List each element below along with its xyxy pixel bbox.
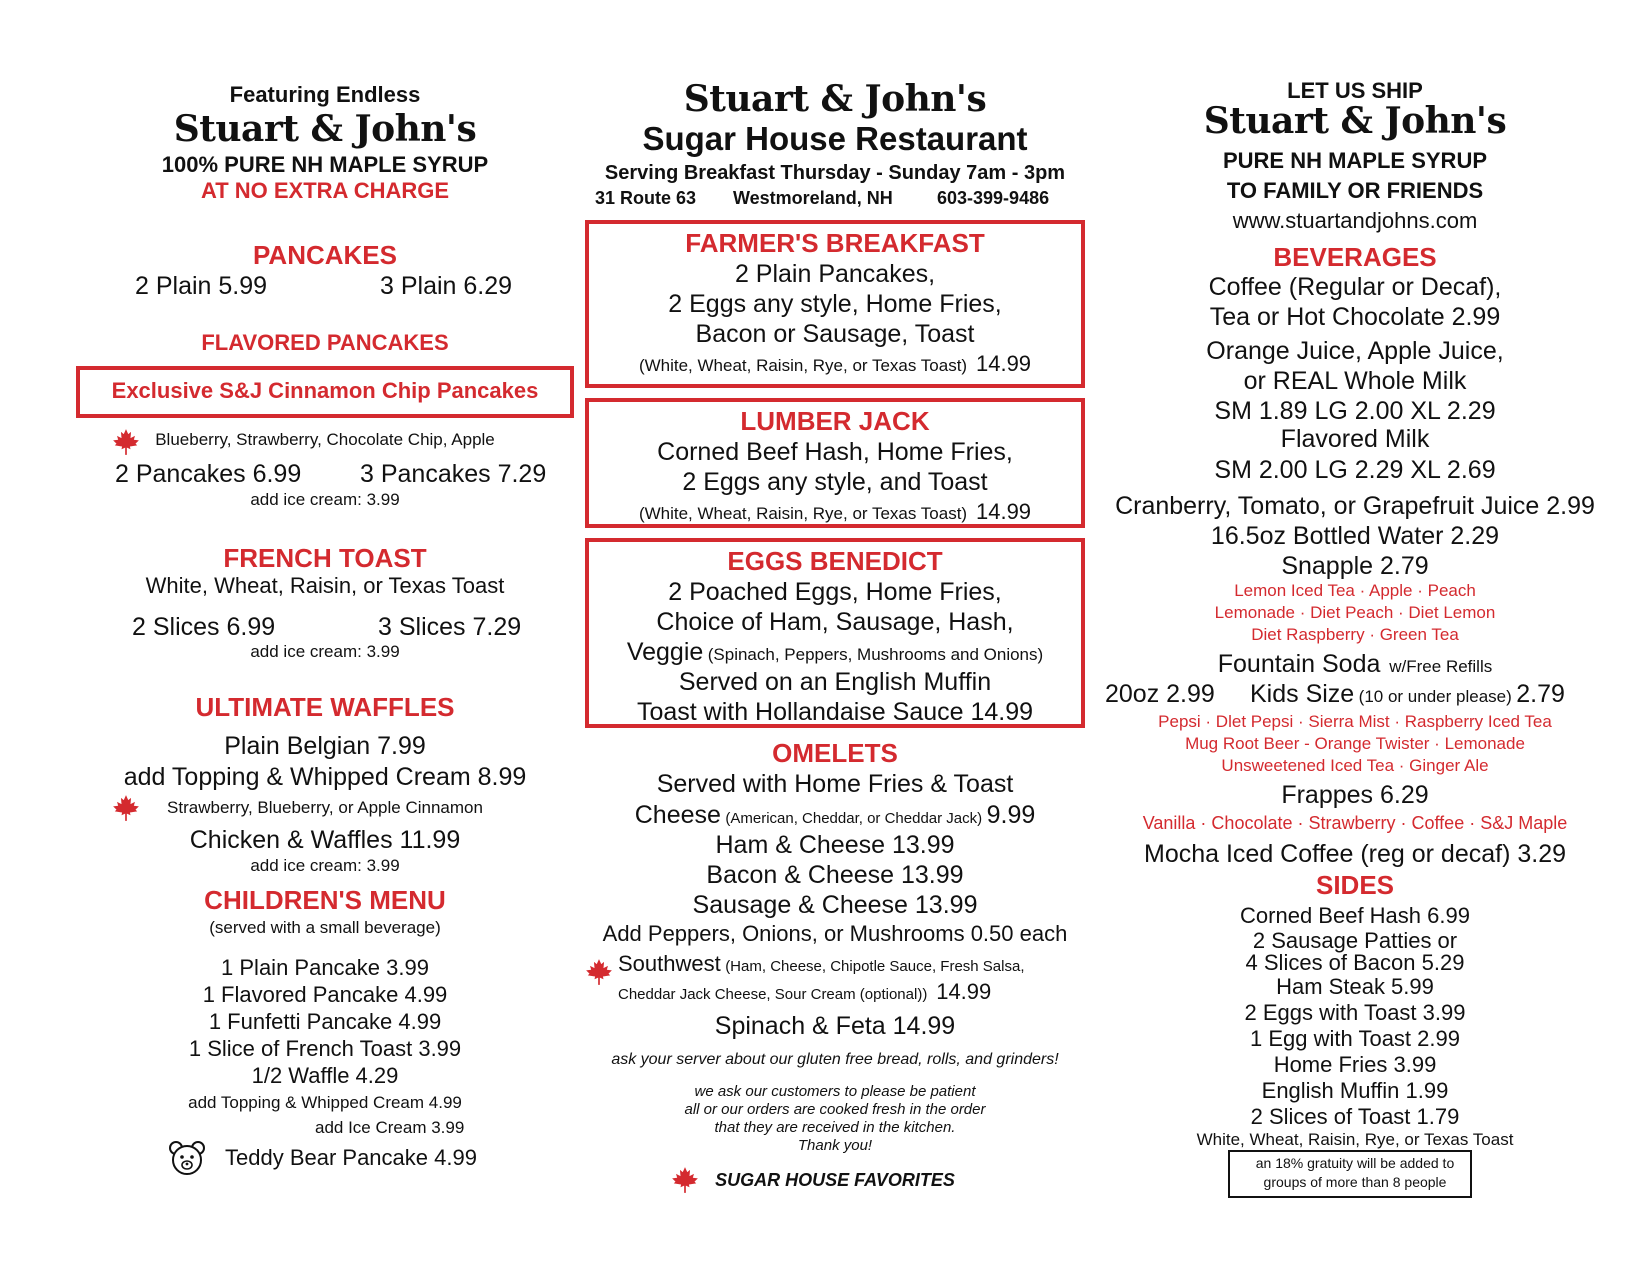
fountain-soda: Fountain Soda w/Free Refills [1217,650,1493,678]
kids-subtitle: (served with a small beverage) [209,918,441,937]
flavored-ice: add ice cream: 3.99 [250,490,400,509]
side-item: 4 Slices of Bacon 5.29 [1245,950,1465,975]
kids-item: 1 Flavored Pancake 4.99 [202,982,448,1007]
phone: 603-399-9486 [937,188,1050,208]
website[interactable]: www.stuartandjohns.com [1232,208,1478,233]
lumber-heading: LUMBER JACK [740,406,930,436]
brand-logo-center: Stuart & John's [683,78,987,120]
town: Westmoreland, NH [733,188,893,208]
snapple-flavors: Lemonade · Diet Peach · Diet Lemon [1214,603,1496,622]
favorites-legend: SUGAR HOUSE FAVORITES [715,1170,955,1190]
side-item: Ham Steak 5.99 [1276,974,1434,999]
kids-topping: add Topping & Whipped Cream 4.99 [188,1093,462,1112]
omelet-item: Bacon & Cheese 13.99 [706,861,964,889]
soda-flavors: Mug Root Beer - Orange Twister · Lemonade [1185,734,1525,753]
soda-flavors: Pepsi · Dlet Pepsi · Sierra Mist · Raspberry Iced Tea [1158,712,1552,731]
kids-item: 1 Slice of French Toast 3.99 [188,1036,462,1061]
pancakes-heading: PANCAKES [253,240,397,270]
omelet-item: Sausage & Cheese 13.99 [692,891,978,919]
omelet-add: Add Peppers, Onions, or Mushrooms 0.50 each [602,921,1068,946]
french-toast-bread: White, Wheat, Raisin, or Texas Toast [145,573,505,598]
frappes: Frappes 6.29 [1281,781,1429,809]
omelet-southwest-2: Cheddar Jack Cheese, Sour Cream (optional)) 14.99 [618,979,992,1004]
coffee-line: Coffee (Regular or Decaf), [1208,273,1502,301]
kids-item: 1 Plain Pancake 3.99 [221,955,429,980]
kids-heading: CHILDREN'S MENU [204,885,446,915]
restaurant-title: Sugar House Restaurant [642,120,1028,157]
kids-item: 1 Funfetti Pancake 4.99 [208,1009,442,1034]
flavors-text: Blueberry, Strawberry, Chocolate Chip, Apple [155,430,495,449]
brand-logo-right: Stuart & John's [1203,100,1507,142]
benedict-heading: EGGS BENEDICT [727,546,943,576]
patience-note: that they are received in the kitchen. [714,1119,956,1136]
snapple-flavors: Lemon Iced Tea · Apple · Peach [1234,581,1476,600]
side-item: Corned Beef Hash 6.99 [1240,903,1470,928]
gluten-note: ask your server about our gluten free bread, rolls, and grinders! [611,1051,1059,1068]
juice-sizes: SM 1.89 LG 2.00 XL 2.29 [1214,397,1496,425]
syrup-text: 100% PURE NH MAPLE SYRUP [161,152,489,177]
coffee-line: Tea or Hot Chocolate 2.99 [1209,303,1501,331]
side-item: 2 Slices of Toast 1.79 [1250,1104,1460,1129]
omelet-cheese: Cheese (American, Cheddar, or Cheddar Jack) 9.99 [634,801,1036,829]
benedict-veggie-line: Veggie (Spinach, Peppers, Mushrooms and Onions) [626,638,1044,666]
farmers-heading: FARMER'S BREAKFAST [685,228,985,258]
chicken-waffles: Chicken & Waffles 11.99 [189,826,461,854]
omelet-southwest: Southwest (Ham, Cheese, Chipotle Sauce, Fresh Salsa, [618,951,1025,976]
kids-ice: add Ice Cream 3.99 [315,1118,465,1137]
waffle-topping: add Topping & Whipped Cream 8.99 [123,763,527,791]
featuring-text: Featuring Endless [229,82,421,107]
waffles-heading: ULTIMATE WAFFLES [195,692,455,722]
lumber-line: 2 Eggs any style, and Toast [682,468,988,496]
patience-note: all or our orders are cooked fresh in the order [684,1101,986,1118]
sides-heading: SIDES [1315,870,1395,900]
farmers-line: 2 Eggs any style, Home Fries, [668,290,1002,318]
benedict-line: 2 Poached Eggs, Home Fries, [668,578,1002,606]
benedict-line: Toast with Hollandaise Sauce 14.99 [636,698,1034,726]
frappe-flavors: Vanilla · Chocolate · Strawberry · Coffee · S&J Maple [1142,813,1568,833]
ship-family: TO FAMILY OR FRIENDS [1226,178,1484,203]
brand-logo-left: Stuart & John's [173,108,477,150]
farmers-bread-line: (White, Wheat, Raisin, Rye, or Texas Toast) 14.99 [638,351,1032,376]
flavored-milk: Flavored Milk [1280,425,1430,453]
bottled-water: 16.5oz Bottled Water 2.29 [1210,522,1500,550]
beverages-heading: BEVERAGES [1273,242,1437,272]
flavored-milk-sizes: SM 2.00 LG 2.29 XL 2.69 [1214,456,1496,484]
juice-line: or REAL Whole Milk [1243,367,1467,395]
hours-text: Serving Breakfast Thursday - Sunday 7am - 3pm [604,162,1066,184]
side-item: 2 Eggs with Toast 3.99 [1244,1000,1466,1025]
waffle-plain: Plain Belgian 7.99 [224,732,426,760]
french-toast-ice: add ice cream: 3.99 [250,642,400,661]
teddy-item: Teddy Bear Pancake 4.99 [225,1145,477,1170]
patience-note: we ask our customers to please be patient [694,1083,976,1100]
lumber-bread-line: (White, Wheat, Raisin, Rye, or Texas Toast) 14.99 [638,499,1032,524]
exclusive-text: Exclusive S&J Cinnamon Chip Pancakes [111,378,539,403]
mocha-coffee: Mocha Iced Coffee (reg or decaf) 3.29 [1144,840,1566,868]
ship-syrup: PURE NH MAPLE SYRUP [1222,148,1488,173]
gratuity-note: an 18% gratuity will be added to [1255,1155,1455,1171]
waffle-flavors: Strawberry, Blueberry, or Apple Cinnamon [167,798,483,817]
omelet-item: Ham & Cheese 13.99 [715,831,955,859]
other-juice: Cranberry, Tomato, or Grapefruit Juice 2.99 [1115,492,1595,520]
snapple-flavors: Diet Raspberry · Green Tea [1251,625,1459,644]
omelets-subtitle: Served with Home Fries & Toast [656,770,1014,798]
juice-line: Orange Juice, Apple Juice, [1206,337,1504,365]
gratuity-note: groups of more than 8 people [1263,1174,1447,1190]
omelet-spinach: Spinach & Feta 14.99 [714,1012,956,1040]
lumber-line: Corned Beef Hash, Home Fries, [657,438,1013,466]
soda-flavors: Unsweetened Iced Tea · Ginger Ale [1221,756,1489,775]
omelets-heading: OMELETS [772,738,898,768]
french-toast-heading: FRENCH TOAST [223,543,427,573]
waffle-ice: add ice cream: 3.99 [250,856,400,875]
snapple: Snapple 2.79 [1281,552,1429,580]
farmers-line: Bacon or Sausage, Toast [695,320,975,348]
ship-text: LET US SHIP [1287,78,1423,103]
side-item: Home Fries 3.99 [1273,1052,1437,1077]
flavored-heading: FLAVORED PANCAKES [201,330,449,355]
side-item: 2 Sausage Patties or [1252,928,1458,953]
toast-types: White, Wheat, Raisin, Rye, or Texas Toast [1196,1130,1514,1149]
no-charge-text: AT NO EXTRA CHARGE [200,178,450,203]
address: 31 Route 63 [595,188,697,208]
benedict-line: Choice of Ham, Sausage, Hash, [656,608,1014,636]
kids-item: 1/2 Waffle 4.29 [251,1063,399,1088]
benedict-line: Served on an English Muffin [678,668,992,696]
side-item: 1 Egg with Toast 2.99 [1250,1026,1460,1051]
patience-note: Thank you! [797,1137,873,1154]
farmers-line: 2 Plain Pancakes, [734,260,936,288]
side-item: English Muffin 1.99 [1261,1078,1449,1103]
